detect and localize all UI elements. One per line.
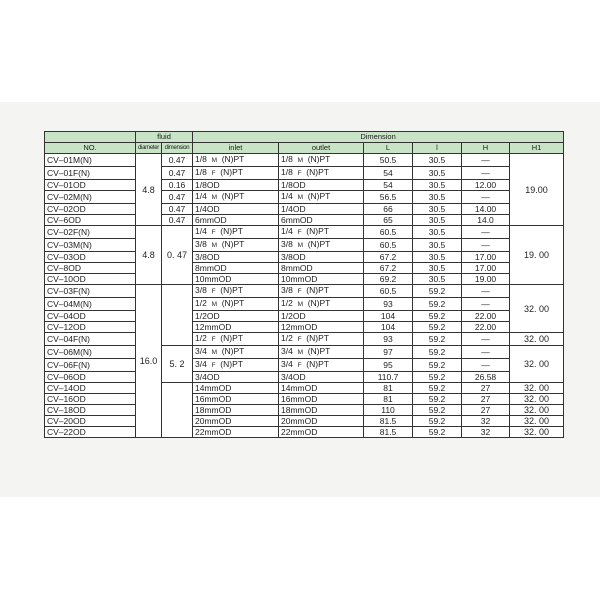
thread-gender: M — [211, 157, 217, 164]
cell-H1: 32. 00 — [510, 416, 564, 427]
cell-L: 93 — [364, 333, 413, 346]
cell-H: 17.00 — [462, 263, 510, 274]
cell-no: CV–01M(N) — [45, 154, 136, 167]
table-row — [45, 298, 564, 311]
cell-L: 110.7 — [364, 372, 413, 383]
table-row — [45, 263, 564, 274]
header-row-1 — [45, 132, 564, 143]
cell-H: — — [462, 226, 510, 239]
cell-l: 59.2 — [413, 298, 462, 311]
table-row — [45, 154, 564, 167]
cell-L: 54 — [364, 180, 413, 191]
cell-no: CV–02F(N) — [45, 226, 136, 239]
cell-no: CV–06M(N) — [45, 346, 136, 359]
table-row — [45, 167, 564, 180]
cell-l: 59.2 — [413, 359, 462, 372]
cell-l: 59.2 — [413, 333, 462, 346]
table-row — [45, 427, 564, 438]
cell-H: — — [462, 346, 510, 359]
cell-l: 59.2 — [413, 394, 462, 405]
cell-diameter: 4.8 — [136, 226, 162, 285]
cell-H1: 32. 00 — [510, 383, 564, 394]
cell-l: 30.5 — [413, 204, 462, 215]
cell-inlet: 3/4 M (N)PT — [193, 346, 279, 359]
check-valve-spec-table — [44, 131, 564, 438]
header-no: NO. — [45, 143, 136, 154]
cell-no: CV–18OD — [45, 405, 136, 416]
cell-l: 30.5 — [413, 239, 462, 252]
cell-outlet: 1/8 F (N)PT — [279, 167, 364, 180]
cell-L: 60.5 — [364, 285, 413, 298]
cell-L: 104 — [364, 311, 413, 322]
cell-L: 69.2 — [364, 274, 413, 285]
cell-H1: 32. 00 — [510, 427, 564, 438]
cell-H: — — [462, 167, 510, 180]
cell-outlet: 3/4OD — [279, 372, 364, 383]
cell-inlet: 8mmOD — [193, 263, 279, 274]
cell-H1: 32. 00 — [510, 394, 564, 405]
thread-gender: F — [297, 362, 302, 369]
cell-inlet: 16mmOD — [193, 394, 279, 405]
cell-l: 30.5 — [413, 226, 462, 239]
cell-no: CV–20OD — [45, 416, 136, 427]
table-row — [45, 191, 564, 204]
header-l: l — [413, 143, 462, 154]
cell-inlet: 6mmOD — [193, 215, 279, 226]
thread-gender: F — [211, 288, 216, 295]
header-H1: H1 — [510, 143, 564, 154]
cell-H: 27 — [462, 405, 510, 416]
thread-gender: M — [297, 301, 303, 308]
cell-L: 81 — [364, 394, 413, 405]
thread-gender: F — [211, 362, 216, 369]
cell-H: 27 — [462, 394, 510, 405]
cell-L: 81 — [364, 383, 413, 394]
cell-outlet: 1/4 F (N)PT — [279, 226, 364, 239]
cell-L: 60.5 — [364, 226, 413, 239]
cell-H1: 32. 00 — [510, 346, 564, 383]
table-row — [45, 383, 564, 394]
cell-outlet: 14mmOD — [279, 383, 364, 394]
cell-inlet: 1/8 M (N)PT — [193, 154, 279, 167]
cell-no: CV–02M(N) — [45, 191, 136, 204]
cell-H1: 32. 00 — [510, 333, 564, 346]
cell-L: 81.5 — [364, 427, 413, 438]
thread-gender: M — [297, 194, 303, 201]
cell-L: 67.2 — [364, 252, 413, 263]
cell-L: 66 — [364, 204, 413, 215]
header-dimension: Dimension — [193, 132, 564, 143]
cell-inlet: 14mmOD — [193, 383, 279, 394]
cell-diameter: 4.8 — [136, 154, 162, 226]
cell-inlet: 1/8OD — [193, 180, 279, 191]
cell-outlet: 22mmOD — [279, 427, 364, 438]
thread-gender: M — [211, 194, 217, 201]
header-row-2 — [45, 143, 564, 154]
cell-H: — — [462, 239, 510, 252]
cell-outlet: 1/2OD — [279, 311, 364, 322]
header-H: H — [462, 143, 510, 154]
header-blank — [45, 132, 136, 143]
cell-inlet: 1/2OD — [193, 311, 279, 322]
cell-no: CV–22OD — [45, 427, 136, 438]
cell-outlet: 1/8OD — [279, 180, 364, 191]
cell-L: 56.5 — [364, 191, 413, 204]
table-row — [45, 180, 564, 191]
cell-H: — — [462, 191, 510, 204]
table-row — [45, 239, 564, 252]
cell-H1: 19. 00 — [510, 226, 564, 285]
cell-dimension — [162, 383, 193, 438]
cell-no: CV–16OD — [45, 394, 136, 405]
cell-outlet: 3/4 M (N)PT — [279, 346, 364, 359]
cell-inlet: 3/8OD — [193, 252, 279, 263]
cell-inlet: 1/2 M (N)PT — [193, 298, 279, 311]
table-row — [45, 285, 564, 298]
thread-gender: F — [211, 336, 216, 343]
thread-gender: F — [211, 170, 216, 177]
cell-dimension: 0.47 — [162, 215, 193, 226]
cell-no: CV–03OD — [45, 252, 136, 263]
cell-outlet: 6mmOD — [279, 215, 364, 226]
cell-outlet: 1/4OD — [279, 204, 364, 215]
cell-no: CV–6OD — [45, 215, 136, 226]
cell-outlet: 20mmOD — [279, 416, 364, 427]
cell-inlet: 10mmOD — [193, 274, 279, 285]
cell-no: CV–01OD — [45, 180, 136, 191]
cell-l: 30.5 — [413, 215, 462, 226]
cell-l: 30.5 — [413, 252, 462, 263]
cell-no: CV–03F(N) — [45, 285, 136, 298]
cell-outlet: 3/8 M (N)PT — [279, 239, 364, 252]
cell-H: 22.00 — [462, 322, 510, 333]
cell-no: CV–06OD — [45, 372, 136, 383]
table-row — [45, 226, 564, 239]
table-row — [45, 394, 564, 405]
cell-dimension — [162, 285, 193, 346]
cell-l: 30.5 — [413, 154, 462, 167]
cell-outlet: 12mmOD — [279, 322, 364, 333]
table-row — [45, 322, 564, 333]
thread-gender: F — [297, 229, 302, 236]
cell-inlet: 1/2 F (N)PT — [193, 333, 279, 346]
cell-H: 17.00 — [462, 252, 510, 263]
cell-no: CV–14OD — [45, 383, 136, 394]
cell-H: 22.00 — [462, 311, 510, 322]
cell-H: 26.58 — [462, 372, 510, 383]
cell-inlet: 1/8 F (N)PT — [193, 167, 279, 180]
cell-inlet: 20mmOD — [193, 416, 279, 427]
cell-no: CV–01F(N) — [45, 167, 136, 180]
cell-inlet: 22mmOD — [193, 427, 279, 438]
table-row — [45, 346, 564, 359]
cell-outlet: 3/8 F (N)PT — [279, 285, 364, 298]
cell-H: 12.00 — [462, 180, 510, 191]
header-fluid: fluid — [136, 132, 193, 143]
table-row — [45, 215, 564, 226]
cell-H: 32 — [462, 416, 510, 427]
table-row — [45, 416, 564, 427]
cell-outlet: 3/4 F (N)PT — [279, 359, 364, 372]
cell-L: 110 — [364, 405, 413, 416]
cell-dimension: 0.16 — [162, 180, 193, 191]
cell-dimension: 0. 47 — [162, 226, 193, 285]
cell-l: 30.5 — [413, 191, 462, 204]
header-inlet: inlet — [193, 143, 279, 154]
cell-outlet: 16mmOD — [279, 394, 364, 405]
cell-outlet: 8mmOD — [279, 263, 364, 274]
header-outlet: outlet — [279, 143, 364, 154]
thread-gender: M — [211, 301, 217, 308]
cell-L: 93 — [364, 298, 413, 311]
cell-l: 59.2 — [413, 405, 462, 416]
cell-L: 104 — [364, 322, 413, 333]
cell-dimension: 5. 2 — [162, 346, 193, 383]
cell-no: CV–04M(N) — [45, 298, 136, 311]
cell-l: 59.2 — [413, 311, 462, 322]
cell-no: CV–8OD — [45, 263, 136, 274]
cell-l: 59.2 — [413, 346, 462, 359]
cell-outlet: 1/8 M (N)PT — [279, 154, 364, 167]
table-row — [45, 274, 564, 285]
cell-l: 59.2 — [413, 427, 462, 438]
cell-H: 14.0 — [462, 215, 510, 226]
cell-l: 30.5 — [413, 263, 462, 274]
table-row — [45, 333, 564, 346]
cell-dimension: 0.47 — [162, 191, 193, 204]
cell-l: 59.2 — [413, 383, 462, 394]
thread-gender: F — [297, 288, 302, 295]
table-row — [45, 204, 564, 215]
cell-outlet: 3/8OD — [279, 252, 364, 263]
cell-no: CV–03M(N) — [45, 239, 136, 252]
cell-no: CV–04F(N) — [45, 333, 136, 346]
cell-inlet: 3/8 F (N)PT — [193, 285, 279, 298]
thread-gender: F — [211, 229, 216, 236]
cell-inlet: 1/4OD — [193, 204, 279, 215]
cell-no: CV–02OD — [45, 204, 136, 215]
cell-H1: 32. 00 — [510, 405, 564, 416]
cell-L: 65 — [364, 215, 413, 226]
cell-L: 60.5 — [364, 239, 413, 252]
cell-l: 59.2 — [413, 372, 462, 383]
cell-L: 95 — [364, 359, 413, 372]
cell-l: 30.5 — [413, 180, 462, 191]
cell-H1: 19.00 — [510, 154, 564, 226]
cell-L: 50.5 — [364, 154, 413, 167]
table-body — [45, 154, 564, 438]
cell-outlet: 1/4 M (N)PT — [279, 191, 364, 204]
cell-dimension: 0.47 — [162, 167, 193, 180]
cell-no: CV–10OD — [45, 274, 136, 285]
cell-H: — — [462, 298, 510, 311]
cell-H1: 32. 00 — [510, 285, 564, 333]
cell-H: — — [462, 333, 510, 346]
thread-gender: F — [297, 336, 302, 343]
cell-diameter: 16.0 — [136, 285, 162, 438]
cell-inlet: 1/4 F (N)PT — [193, 226, 279, 239]
cell-H: 32 — [462, 427, 510, 438]
cell-H: 14.00 — [462, 204, 510, 215]
cell-l: 30.5 — [413, 167, 462, 180]
table-row — [45, 405, 564, 416]
cell-inlet: 18mmOD — [193, 405, 279, 416]
cell-no: CV–12OD — [45, 322, 136, 333]
cell-H: 27 — [462, 383, 510, 394]
cell-H: 19.00 — [462, 274, 510, 285]
table-row — [45, 311, 564, 322]
thread-gender: M — [211, 242, 217, 249]
cell-no: CV–04OD — [45, 311, 136, 322]
cell-L: 81.5 — [364, 416, 413, 427]
cell-inlet: 12mmOD — [193, 322, 279, 333]
thread-gender: F — [297, 170, 302, 177]
cell-inlet: 1/4 M (N)PT — [193, 191, 279, 204]
thread-gender: M — [297, 349, 303, 356]
cell-l: 30.5 — [413, 274, 462, 285]
header-L: L — [364, 143, 413, 154]
cell-inlet: 3/4 F (N)PT — [193, 359, 279, 372]
thread-gender: M — [297, 157, 303, 164]
cell-H: — — [462, 154, 510, 167]
cell-L: 54 — [364, 167, 413, 180]
table-row — [45, 252, 564, 263]
cell-inlet: 3/4OD — [193, 372, 279, 383]
cell-l: 59.2 — [413, 285, 462, 298]
header-diameter: diameter — [136, 143, 162, 154]
cell-dimension: 0.47 — [162, 154, 193, 167]
cell-outlet: 1/2 F (N)PT — [279, 333, 364, 346]
cell-l: 59.2 — [413, 322, 462, 333]
cell-dimension: 0.47 — [162, 204, 193, 215]
thread-gender: M — [211, 349, 217, 356]
table-row — [45, 372, 564, 383]
cell-outlet: 10mmOD — [279, 274, 364, 285]
cell-l: 59.2 — [413, 416, 462, 427]
cell-L: 67.2 — [364, 263, 413, 274]
cell-no: CV–06F(N) — [45, 359, 136, 372]
cell-outlet: 18mmOD — [279, 405, 364, 416]
cell-inlet: 3/8 M (N)PT — [193, 239, 279, 252]
cell-H: — — [462, 285, 510, 298]
header-dimension-small: dimension — [162, 143, 193, 154]
cell-H: — — [462, 359, 510, 372]
table-row — [45, 359, 564, 372]
thread-gender: M — [297, 242, 303, 249]
cell-outlet: 1/2 M (N)PT — [279, 298, 364, 311]
cell-L: 97 — [364, 346, 413, 359]
